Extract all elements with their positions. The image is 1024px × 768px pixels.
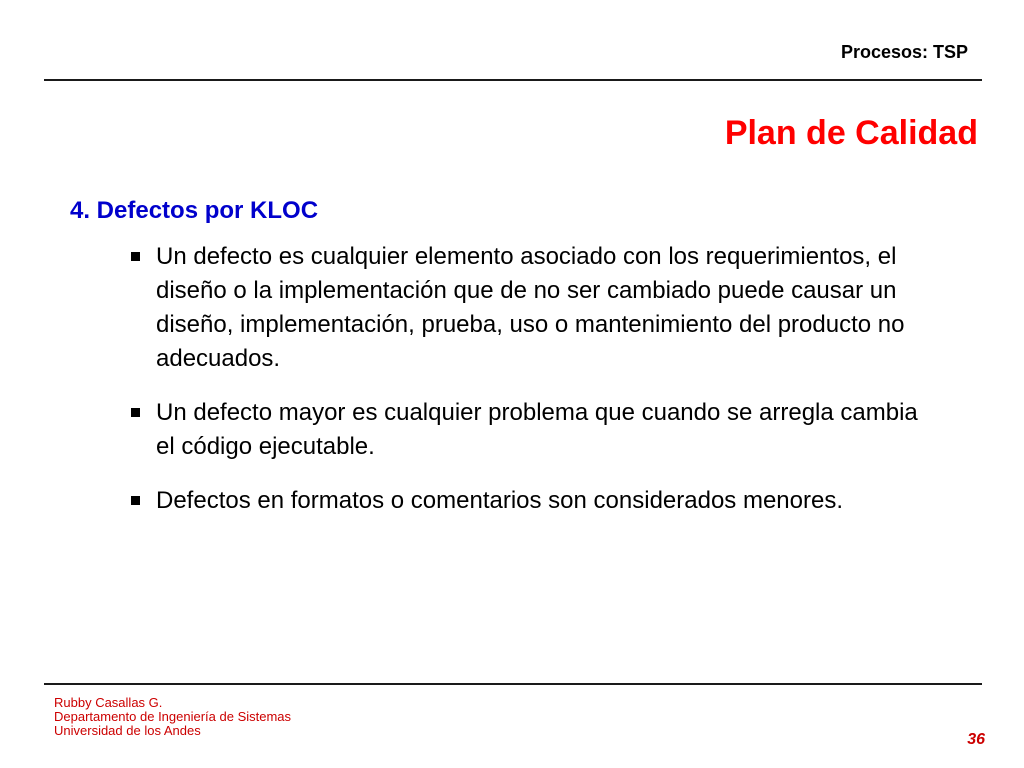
footer-credits	[54, 696, 291, 738]
bullet-text: Defectos en formatos o comentarios son considerados menores.	[156, 487, 844, 514]
bullet-item	[131, 484, 931, 518]
bullet-text: Un defecto mayor es cualquier problema que cuando se arregla cambia el código ejecutable.	[156, 399, 918, 460]
footer-divider	[44, 683, 982, 685]
square-bullet-icon	[131, 408, 140, 417]
bullet-item	[131, 240, 931, 376]
slide-title: Plan de Calidad	[724, 114, 978, 152]
page-number: 36	[967, 731, 985, 748]
square-bullet-icon	[131, 252, 140, 261]
header-divider	[44, 79, 982, 81]
header-label: Procesos: TSP	[840, 42, 968, 62]
bullet-text: Un defecto es cualquier elemento asociado con los requerimientos, el diseño o la implementación que de no ser cambiado puede causar un diseño, implementación, prueba, uso o mantenimiento del producto no adecuados.	[156, 243, 905, 372]
footer-author: Rubby Casallas G.	[54, 695, 163, 710]
square-bullet-icon	[131, 496, 140, 505]
bullet-list	[131, 240, 931, 538]
footer-university: Universidad de los Andes	[54, 723, 201, 738]
footer-department: Departamento de Ingeniería de Sistemas	[54, 709, 292, 724]
bullet-item	[131, 396, 931, 464]
section-heading: 4. Defectos por KLOC	[70, 197, 319, 224]
